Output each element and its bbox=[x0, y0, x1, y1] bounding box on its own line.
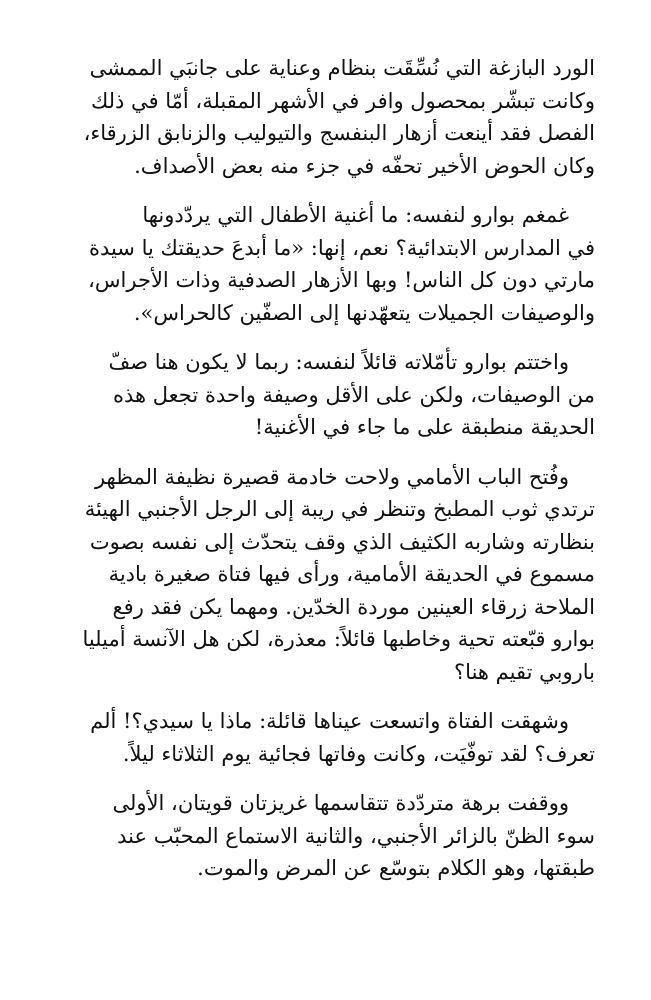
page-text bbox=[62, 52, 595, 902]
text-line: مارتي دون كل الناس! وبها الأزهار الصدفية وذات الأجراس، bbox=[88, 268, 595, 292]
text-line: ووقفت برهة متردّدة تتقاسمها غريزتان قويتان، الأولى bbox=[112, 791, 569, 815]
text-line: بوارو قبّعته تحية وخاطبها قائلاً: معذرة، لكن هل الآنسة أميليا bbox=[82, 627, 595, 651]
text-line: مسموع في الحديقة الأمامية، ورأى فيها فتاة صغيرة بادية bbox=[108, 562, 595, 586]
text-line: الملاحة زرقاء العينين موردة الخدّين. ومهما يكن فقد رفع bbox=[112, 594, 595, 619]
paragraph-1 bbox=[62, 52, 595, 182]
text-line: وشهقت الفتاة واتسعت عيناها قائلة: ماذا يا سيدي؟! ألم bbox=[90, 709, 569, 733]
paragraph-5 bbox=[62, 705, 595, 770]
text-line: وكان الحوض الأخير تحفّه في جزء منه بعض الأصداف. bbox=[134, 153, 595, 178]
paragraph-2 bbox=[62, 199, 595, 329]
text-line: وفُتح الباب الأمامي ولاحت خادمة قصيرة نظيفة المظهر bbox=[94, 464, 569, 489]
text-line: طبقتها، وهو الكلام بتوسّع عن المرض والموت. bbox=[197, 856, 595, 880]
text-line: بنظارته وشاربه الكثيف الذي وقف يتحدّث إلى نفسه بصوت bbox=[89, 529, 595, 554]
text-line: الفصل فقد أينعت أزهار البنفسج والتيوليب والزنابق الزرقاء، bbox=[83, 121, 595, 145]
text-line: غمغم بوارو لنفسه: ما أغنية الأطفال التي يردّدونها bbox=[142, 203, 569, 227]
text-line: في المدارس الابتدائية؟ نعم، إنها: «ما أبدعَ حديقتك يا سيدة bbox=[88, 235, 595, 260]
text-line: تعرف؟ لقد توفّيَت، وكانت وفاتها فجائية يوم الثلاثاء ليلاً. bbox=[122, 741, 595, 766]
text-line: ترتدي ثوب المطبخ وتنظر في ريبة إلى الرجل الأجنبي الهيئة bbox=[84, 497, 595, 521]
text-line: واختتم بوارو تأمّلاته قائلاً لنفسه: ربما لا يكون هنا صفّ bbox=[108, 350, 569, 374]
text-line: وكانت تبشّر بمحصول وافر في الأشهر المقبلة، أمّا في ذلك bbox=[90, 88, 595, 113]
text-line: باروبي تقيم هنا؟ bbox=[454, 659, 595, 684]
text-line: الحديقة منطبقة على ما جاء في الأغنية! bbox=[254, 415, 595, 439]
text-line: والوصيفات الجميلات يتعهّدنها إلى الصفّين كالحراس». bbox=[133, 300, 595, 325]
text-line: سوء الظنّ بالزائر الأجنبي، والثانية الاستماع المحبّب عند bbox=[117, 823, 595, 848]
text-line: الورد البازغة التي نُسِّقَت بنظام وعناية على جانبَي الممشى bbox=[89, 56, 595, 80]
paragraph-4 bbox=[62, 461, 595, 689]
paragraph-6 bbox=[62, 787, 595, 885]
text-line: من الوصيفات، ولكن على الأقل وصيفة واحدة تجعل هذه bbox=[112, 382, 595, 407]
paragraph-3 bbox=[62, 346, 595, 444]
